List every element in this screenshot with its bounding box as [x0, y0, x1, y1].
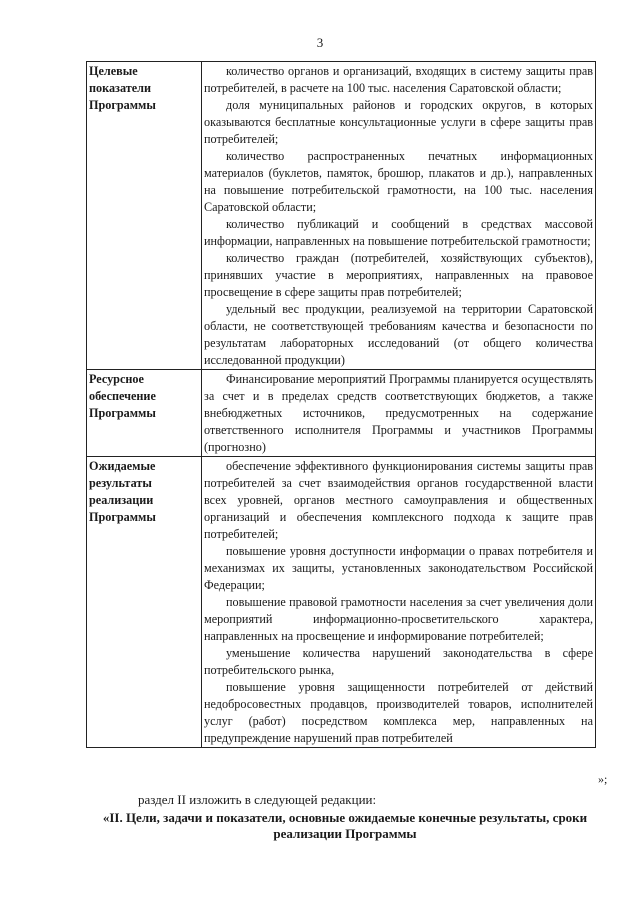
page-number: 3 — [316, 35, 324, 50]
table-row — [87, 62, 596, 370]
paragraph: уменьшение количества нарушений законодательства в сфере потребительского рынка, — [204, 646, 593, 677]
row-content — [202, 62, 596, 370]
program-passport-table — [86, 61, 596, 748]
row-content — [202, 370, 596, 457]
paragraph: обеспечение эффективного функционирования системы защиты прав потребителей за счет взаимодействия органов государственной власти всех уровней, органов местного самоуправления и общественных организаций и обеспечения комплексного подхода к защите прав потребителей; — [204, 459, 593, 541]
paragraph: повышение правовой грамотности населения за счет увеличения доли мероприятий информационно-просветительского характера, направленных на просвещение и информирование потребителей; — [204, 595, 593, 643]
amendment-intro: раздел II изложить в следующей редакции: — [138, 792, 377, 807]
row-label: Ресурсное обеспечение Программы — [87, 370, 202, 457]
table-end-mark: »; — [598, 772, 608, 786]
paragraph: количество публикаций и сообщений в средствах массовой информации, направленных на повышение потребительской грамотности; — [204, 217, 593, 248]
row-label: Целевые показатели Программы — [87, 62, 202, 370]
paragraph: повышение уровня защищенности потребителей от действий недобросовестных продавцов, производителей товаров, исполнителей услуг (работ) посредством комплекса мер, направленных на предупреждение нарушений прав потребителей — [204, 680, 593, 745]
row-content — [202, 457, 596, 748]
paragraph: количество граждан (потребителей, хозяйствующих субъектов), принявших участие в мероприятиях, направленных на правовое просвещение в сфере защиты прав потребителей; — [204, 251, 593, 299]
paragraph: повышение уровня доступности информации о правах потребителя и механизмах их защиты, установленных законодательством Российской Федерации; — [204, 544, 593, 592]
section-heading: «II. Цели, задачи и показатели, основные ожидаемые конечные результаты, сроки реализации Программы — [102, 810, 588, 841]
table-row — [87, 370, 596, 457]
paragraph: доля муниципальных районов и городских округов, в которых оказываются бесплатные консультационные услуги в сфере защиты прав потребителей; — [204, 98, 593, 146]
paragraph: удельный вес продукции, реализуемой на территории Саратовской области, не соответствующей требованиям качества и безопасности по результатам лабораторных исследований (от общего количества исследованной продукции) — [204, 302, 593, 367]
table-row — [87, 457, 596, 748]
paragraph: количество распространенных печатных информационных материалов (буклетов, памяток, брошюр, плакатов и др.), направленных на повышение потребительской грамотности, на 100 тыс. населения Саратовской области; — [204, 149, 593, 214]
paragraph: количество органов и организаций, входящих в систему защиты прав потребителей, в расчете на 100 тыс. населения Саратовской области; — [204, 64, 593, 95]
row-label: Ожидаемые результаты реализации Программы — [87, 457, 202, 748]
paragraph: Финансирование мероприятий Программы планируется осуществлять за счет и в пределах средств соответствующих бюджетов, а также внебюджетных источников, предусмотренных на содержание ответственного исполнителя Программы и участников Программы (прогнозно) — [204, 372, 593, 454]
